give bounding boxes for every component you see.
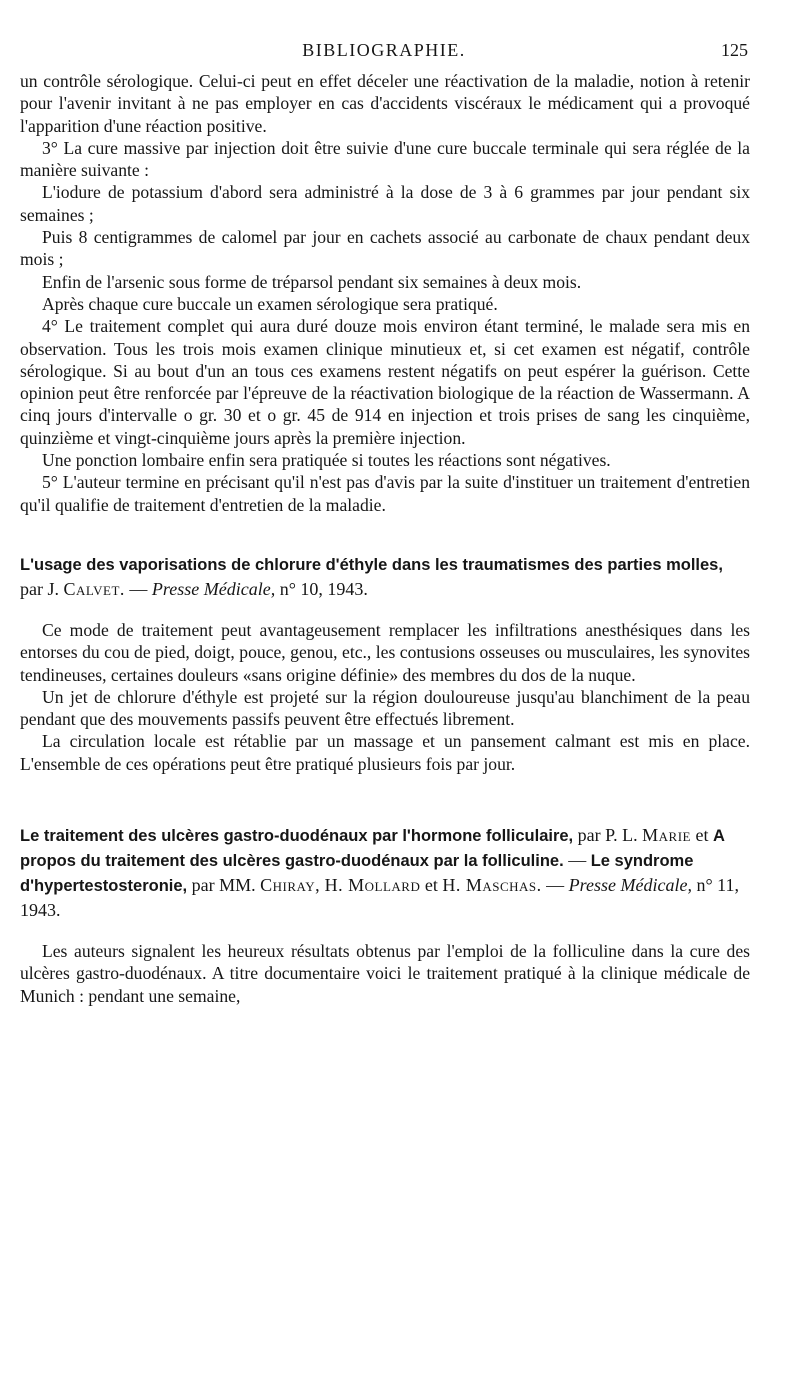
paragraph: un contrôle sérologique. Celui-ci peut en effet déceler une réactivation de la maladie, notion à retenir pour l'avenir invitant à ne pas employer en cas d'accidents viscéraux le médicament qui a provoqué l'apparition d'une réaction positive. [20, 71, 750, 136]
article-title: L'usage des vaporisations de chlorure d'éthyle dans les traumatismes des parties molles, [20, 555, 723, 574]
paragraph: Puis 8 centigrammes de calomel par jour en cachets associé au carbonate de chaux pendant deux mois ; [20, 227, 750, 270]
journal-name: Presse Médicale, [568, 875, 692, 896]
journal-issue: n° 10, 1943. [279, 578, 368, 599]
paragraph: La circulation locale est rétablie par un massage et un pansement calmant est mis en place. L'ensemble de ces opérations peut être pratiqué plusieurs fois par jour. [20, 731, 750, 774]
paragraph: 4° Le traitement complet qui aura duré douze mois environ étant terminé, le malade sera mis en observation. Tous les trois mois examen clinique minutieux et, si cet examen est négatif, contrôle sérologique. Si au bout d'un an tous ces examens restent négatifs on peut espérer la guérison. Cette opinion peut être renforcée par l'épreuve de la réactivation biologique de la réaction de Wassermann. A cinq jours d'intervalle o gr. 30 et o gr. 45 de 914 en injection et trois prises de sang les cinquième, quinzième et vingt-cinquième jours après la première injection. [20, 316, 750, 448]
page-number: 125 [721, 40, 748, 60]
article-author: Marie [642, 825, 691, 846]
paragraph: L'iodure de potassium d'abord sera administré à la dose de 3 à 6 grammes par jour pendant six semaines ; [20, 182, 750, 225]
conjunction: et [695, 825, 709, 846]
article-heading [20, 823, 750, 922]
article-author: H. Maschas. [442, 875, 542, 896]
article-title: Le traitement des ulcères gastro-duodénaux par l'hormone folliculaire, [20, 827, 574, 846]
separator-dash: — [568, 850, 587, 871]
article-title: Le syndrome d'hypertestosteronie, [20, 852, 694, 896]
article-author: Chiray, [260, 875, 321, 896]
journal-name: Presse Médicale, [151, 578, 276, 599]
running-title: BIBLIOGRAPHIE. [302, 40, 466, 60]
separator-dash: — [546, 875, 565, 896]
running-head [20, 40, 748, 70]
paragraph: Une ponction lombaire enfin sera pratiquée si toutes les réactions sont négatives. [42, 450, 611, 471]
author-prefix: par MM. [191, 875, 256, 896]
article-author: H. Mollard [324, 875, 421, 896]
paragraph: Après chaque cure buccale un examen sérologique sera pratiqué. [42, 293, 498, 314]
page-body [20, 70, 750, 1007]
paragraph: 5° L'auteur termine en précisant qu'il n'est pas d'avis par la suite d'instituer un traitement d'entretien qu'il qualifie de traitement d'entretien de la maladie. [20, 472, 750, 515]
paragraph: Un jet de chlorure d'éthyle est projeté sur la région douloureuse jusqu'au blanchiment de la peau pendant que des mouvements passifs peuvent être effectués librement. [20, 686, 750, 730]
conjunction: et [424, 875, 438, 896]
paragraph: Les auteurs signalent les heureux résultats obtenus par l'emploi de la folliculine dans la cure des ulcères gastro-duodénaux. A titre documentaire voici le traitement pratiqué à la clinique médicale de Munich : pendant une semaine, [20, 941, 750, 1006]
journal-issue: n° 11, 1943. [20, 875, 739, 921]
paragraph: Ce mode de traitement peut avantageusement remplacer les infiltrations anesthésiques dans les entorses du cou de pied, doigt, pouce, genou, etc., les contusions osseuses ou musculaires, les synovites tendineuses, certaines douleurs «sans origine définie» des membres du dos de la nuque. [20, 619, 750, 685]
author-prefix: par J. [20, 578, 59, 599]
separator-dash: — [129, 578, 148, 599]
paragraph: 3° La cure massive par injection doit être suivie d'une cure buccale terminale qui sera réglée de la manière suivante : [20, 137, 750, 181]
author-prefix: par P. L. [577, 825, 638, 846]
article-title: A propos du traitement des ulcères gastro-duodénaux par la folliculine. [20, 827, 725, 871]
article-heading [20, 552, 750, 601]
paragraph: Enfin de l'arsenic sous forme de tréparsol pendant six semaines à deux mois. [42, 271, 582, 292]
article-author: Calvet. [63, 578, 125, 599]
